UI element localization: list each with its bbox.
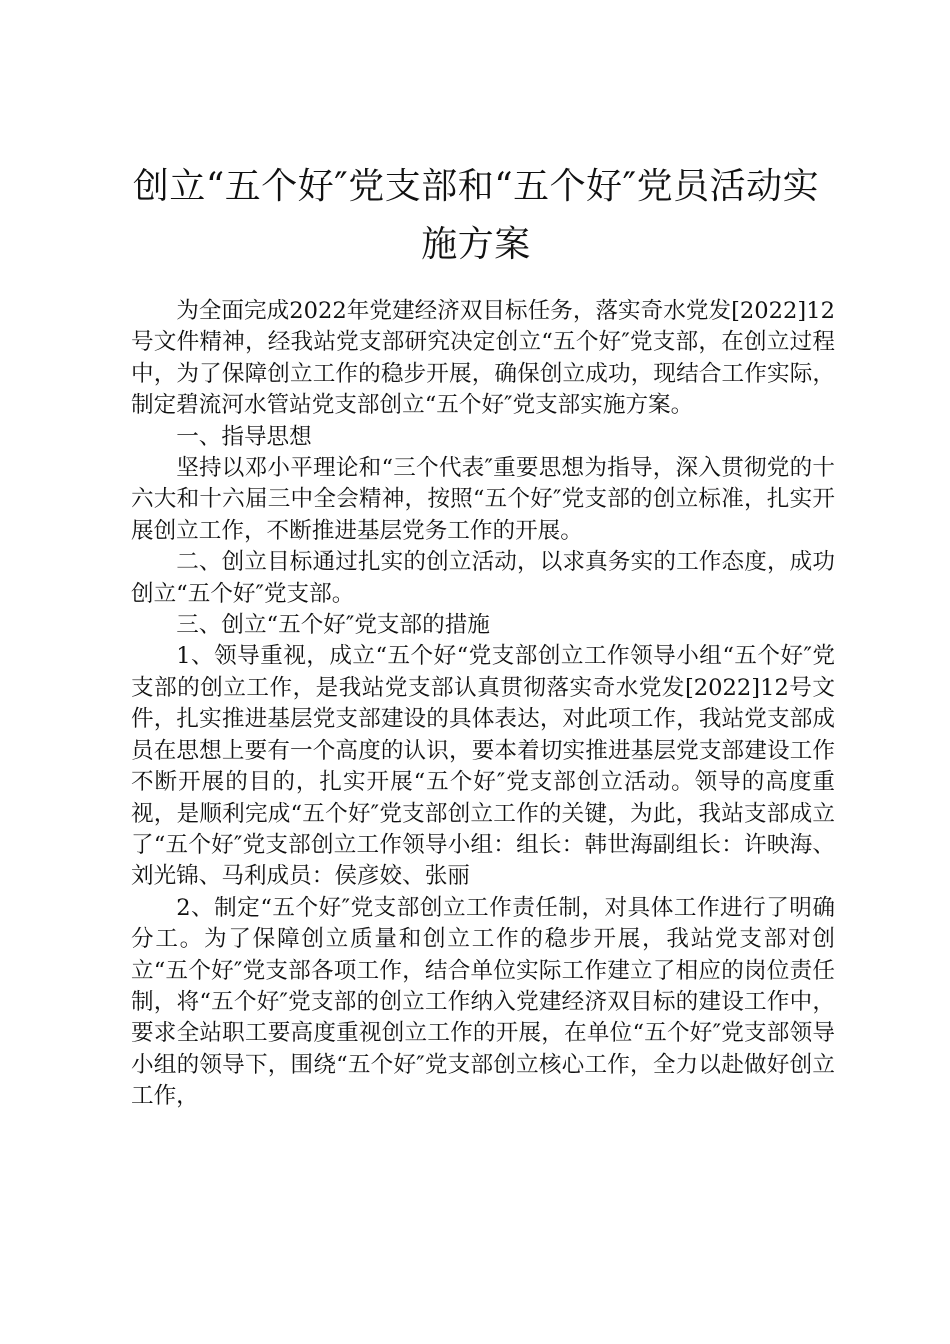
- document-body: [131, 296, 835, 1113]
- paragraph-measure-2: 2、制定“五个好″党支部创立工作责任制，对具体工作进行了明确分工。为了保障创立质量和创立工作的稳步开展，我站党支部对创立“五个好″党支部各项工作，结合单位实际工作建立了相应的岗位责任制，将“五个好″党支部的创立工作纳入党建经济双目标的建设工作中，要求全站职工要高度重视创立工作的开展，在单位“五个好″党支部领导小组的领导下，围绕“五个好″党支部创立核心工作，全力以赴做好创立工作，: [131, 894, 835, 1110]
- heading-measures: 三、创立“五个好″党支部的措施: [176, 612, 490, 639]
- heading-guiding-ideology: 一、指导思想: [176, 423, 312, 450]
- paragraph-guiding-ideology: 坚持以邓小平理论和“三个代表″重要思想为指导，深入贯彻党的十六大和十六届三中全会精神，按照“五个好″党支部的创立标准，扎实开展创立工作，不断推进基层党务工作的开展。: [131, 455, 835, 544]
- paragraph-intro: 为全面完成2022年党建经济双目标任务，落实奇水党发[2022]12号文件精神，经我站党支部研究决定创立“五个好″党支部，在创立过程中，为了保障创立工作的稳步开展，确保创立成功，现结合工作实际，制定碧流河水管站党支部创立“五个好″党支部实施方案。: [131, 298, 835, 419]
- paragraph-measure-1: 1、领导重视，成立“五个好“党支部创立工作领导小组“五个好″党支部的创立工作，是我站党支部认真贯彻落实奇水党发[2022]12号文件，扎实推进基层党支部建设的具体表达，对此项工作，我站党支部成员在思想上要有一个高度的认识，要本着切实推进基层党支部建设工作不断开展的目的，扎实开展“五个好″党支部创立活动。领导的高度重视，是顺利完成“五个好″党支部创立工作的关键，为此，我站支部成立了“五个好″党支部创立工作领导小组：组长：韩世海副组长：许映海、刘光锦、马利成员：侯彦姣、张丽: [131, 643, 835, 890]
- document-title: 创立“五个好″党支部和“五个好″党员活动实施方案: [132, 166, 820, 265]
- paragraph-goal: 二、创立目标通过扎实的创立活动，以求真务实的工作态度，成功创立“五个好″党支部。: [131, 549, 835, 607]
